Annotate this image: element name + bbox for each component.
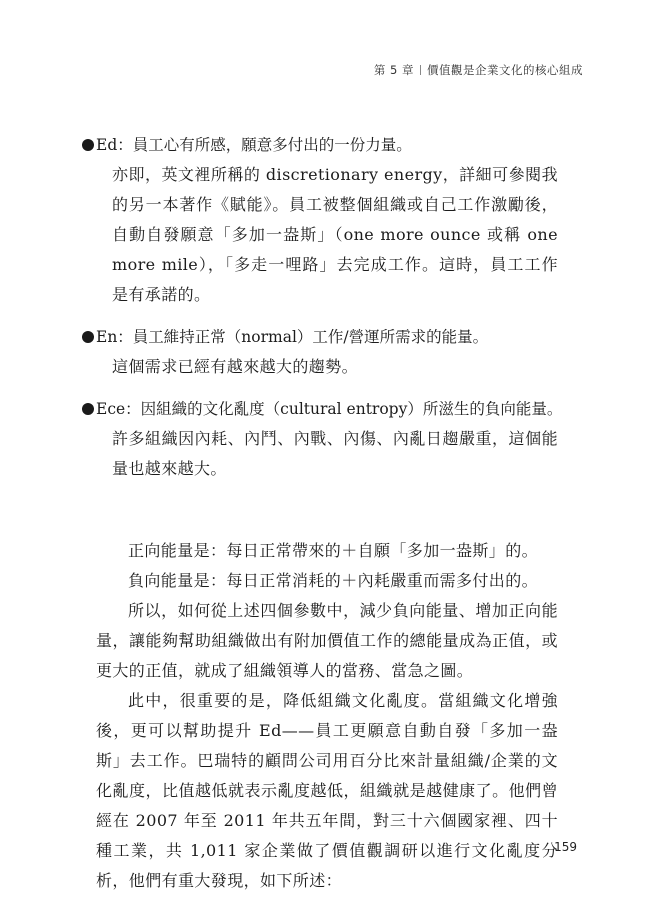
bullet-body-text: 許多組織因內耗、內鬥、內戰、內傷、內亂日趨嚴重，這個能量也越來越大。 bbox=[112, 429, 558, 478]
bullet-dot-icon bbox=[82, 403, 94, 415]
bullet-heading bbox=[82, 394, 563, 424]
header-separator bbox=[420, 65, 421, 75]
running-header bbox=[374, 62, 583, 78]
bullet-heading bbox=[82, 322, 558, 352]
bullet-dot-icon bbox=[82, 331, 94, 343]
page-body bbox=[96, 130, 563, 896]
paragraph-positive-energy: 正向能量是：每日正常帶來的＋自願「多加一盎斯」的。 bbox=[128, 541, 539, 560]
section-spacer bbox=[96, 496, 558, 536]
bullet-body-text: 亦即，英文裡所稱的 discretionary energy，詳細可參閱我的另一本著作《賦能》。員工被整個組織或自己工作激勵後，自動自發願意「多加一盎斯」（one more ounce 或稱 one more mile），「多走一哩路」去完成工作。這時，員工工作是有承諾的。 bbox=[112, 165, 558, 304]
bullet-item-ed bbox=[96, 130, 558, 310]
paragraph-negative-energy: 負向能量是：每日正常消耗的＋內耗嚴重而需多付出的。 bbox=[128, 571, 539, 590]
bullet-body-text: 這個需求已經有越來越大的趨勢。 bbox=[112, 357, 359, 376]
bullet-heading-text: En：員工維持正常（normal）工作/營運所需求的能量。 bbox=[96, 328, 489, 346]
bullet-heading bbox=[82, 130, 558, 160]
page-number: 159 bbox=[554, 840, 577, 854]
bullet-item-en bbox=[96, 322, 558, 382]
paragraph-cultural-entropy: 此中，很重要的是，降低組織文化亂度。當組織文化增強後，更可以幫助提升 Ed——員工更願意自動自發「多加一盎斯」去工作。巴瑞特的顧問公司用百分比來計量組織/企業的文化亂度，比值越低就表示亂度越低，組織就是越健康了。他們曾經在 2007 年至 2011 年共五年間，對三十六個國家裡、四十種工業，共 1,011 家企業做了價值觀調研以進行文化亂度分析，他們有重大發現，如下所述： bbox=[96, 691, 558, 890]
chapter-label: 第 5 章 bbox=[373, 63, 414, 77]
bullet-heading-text: Ece：因組織的文化亂度（cultural entropy）所滋生的負向能量。 bbox=[96, 400, 563, 418]
bullet-heading-text: Ed：員工心有所感，願意多付出的一份力量。 bbox=[96, 136, 412, 154]
paragraph-parameters: 所以，如何從上述四個參數中，減少負向能量、增加正向能量，讓能夠幫助組織做出有附加價值工作的總能量成為正值，或更大的正值，就成了組織領導人的當務、當急之圖。 bbox=[96, 601, 558, 680]
chapter-title: 價值觀是企業文化的核心組成 bbox=[427, 63, 583, 77]
bullet-dot-icon bbox=[82, 139, 94, 151]
bullet-item-ece bbox=[96, 394, 563, 484]
